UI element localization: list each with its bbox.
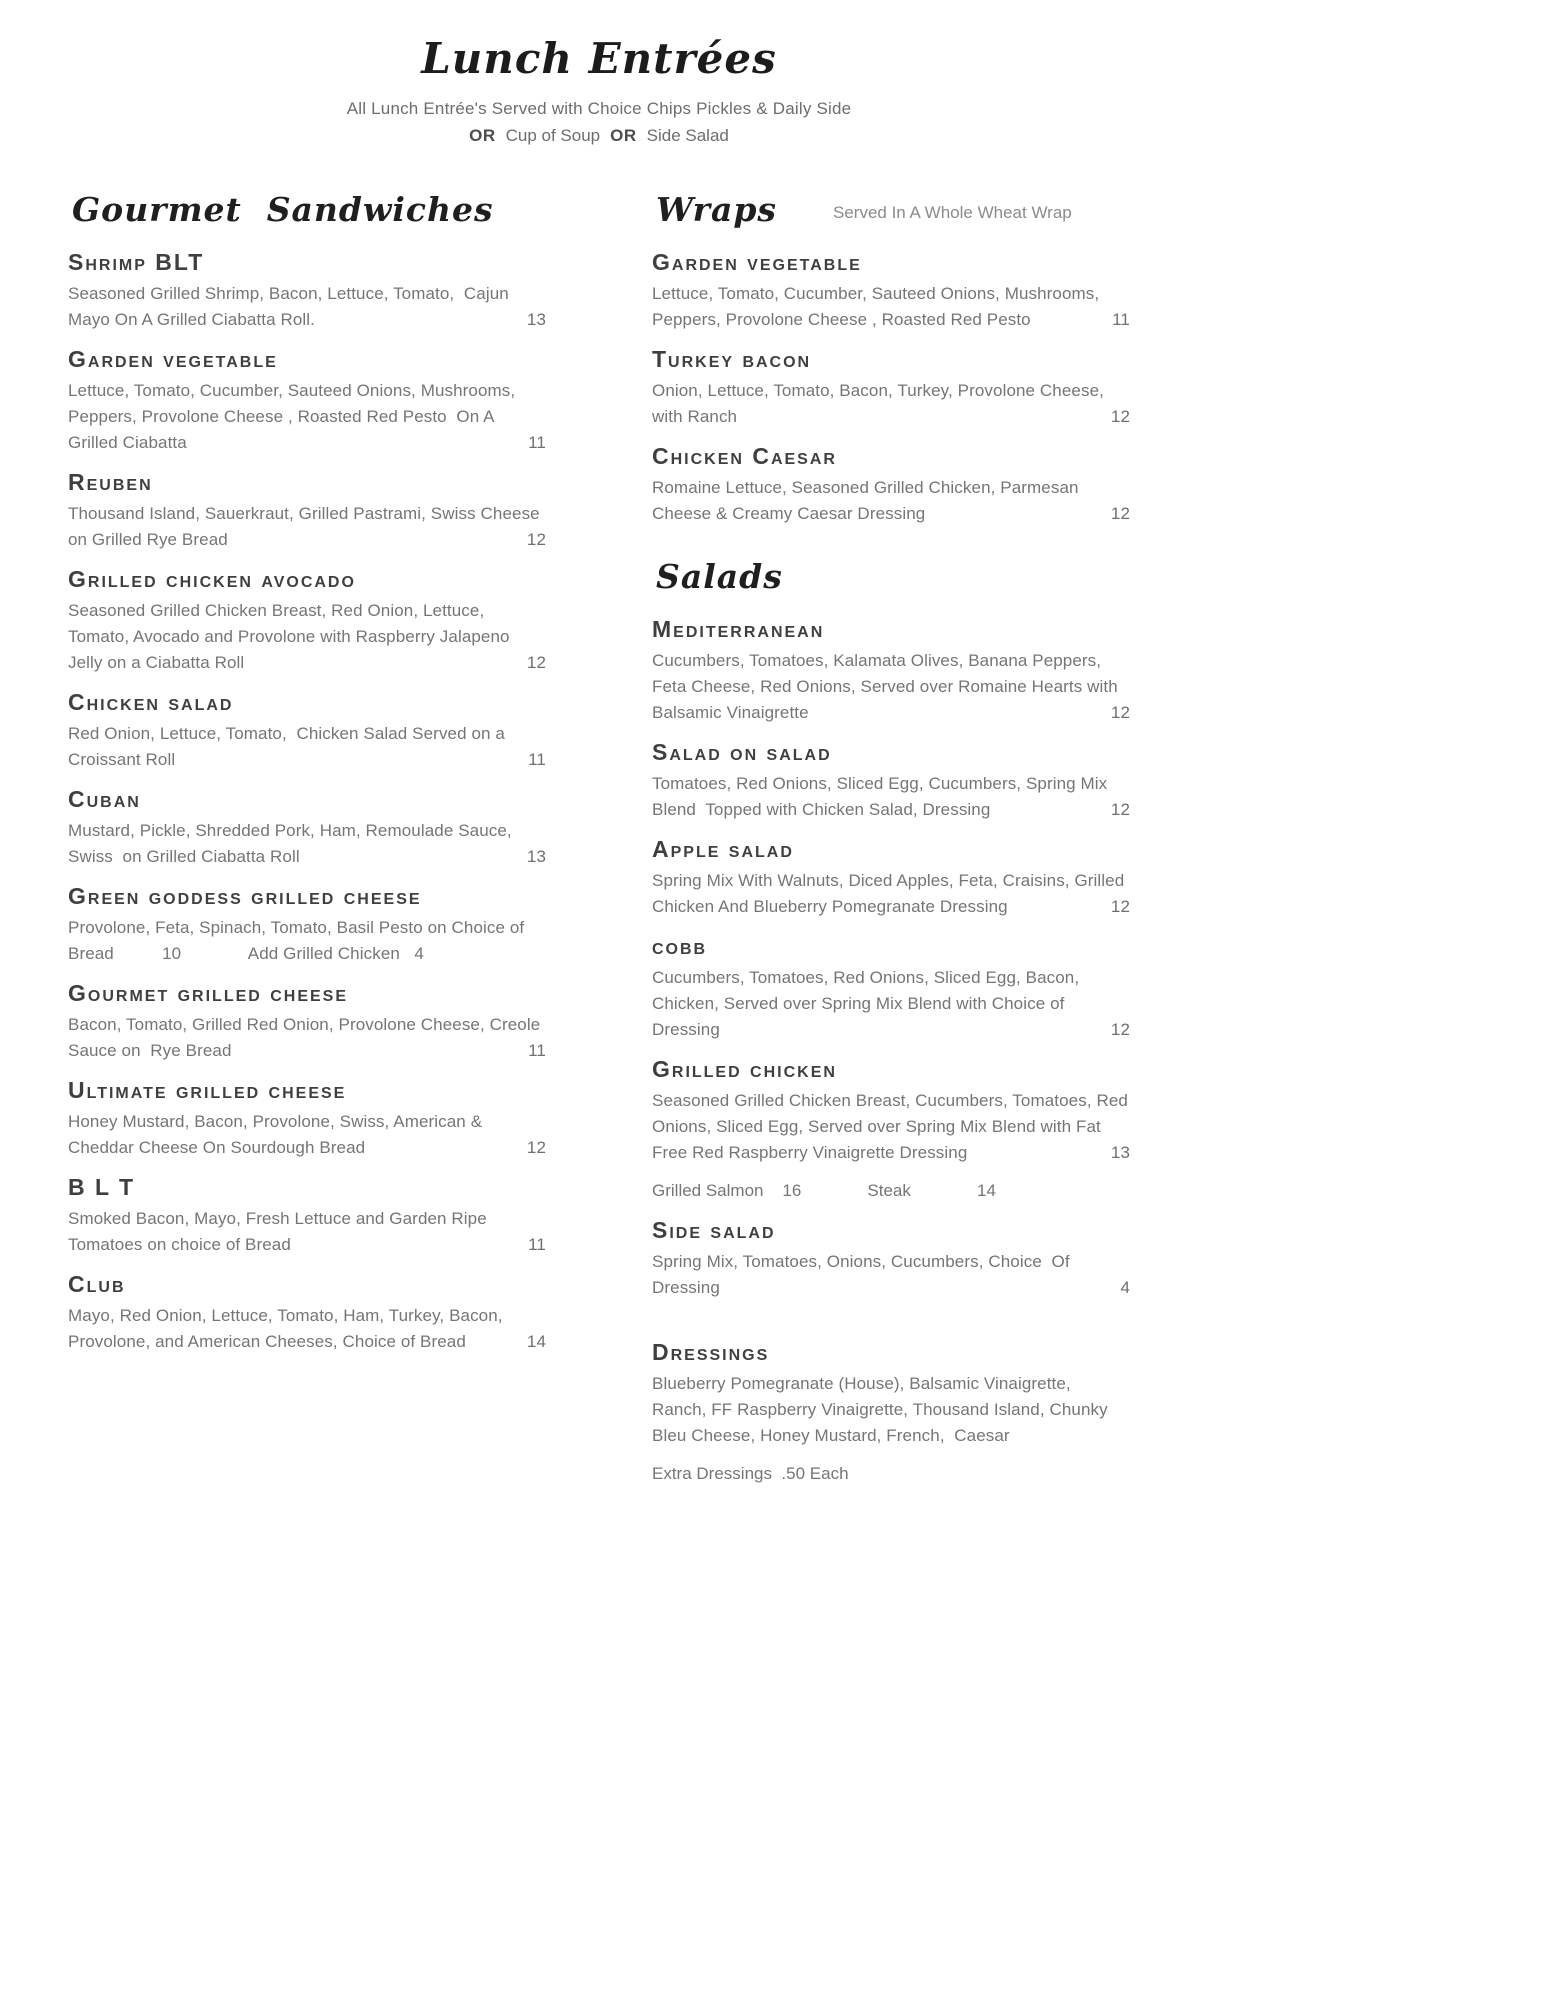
menu-item (68, 1077, 546, 1161)
menu-item-name: Grilled chicken (652, 1056, 837, 1082)
menu-item-name: Green goddess grilled cheese (68, 883, 422, 909)
menu-item-price: 12 (1110, 407, 1130, 426)
menu-item (652, 616, 1130, 726)
menu-item-description: Blueberry Pomegranate (House), Balsamic Vinaigrette, Ranch, FF Raspberry Vinaigrette, Thousand Island, Chunky Bleu Cheese, Honey Mustard, French, Caesar (652, 1374, 1113, 1445)
menu-title: Lunch Entrées (421, 34, 777, 83)
menu-item-description: Smoked Bacon, Mayo, Fresh Lettuce and Garden Ripe Tomatoes on choice of Bread 11 (68, 1206, 546, 1258)
menu-item (68, 980, 546, 1064)
menu-columns (68, 188, 1133, 1500)
menu-item (68, 469, 546, 553)
menu-item-price: 12 (1110, 703, 1130, 722)
menu-item-price: 12 (1110, 1020, 1130, 1039)
menu-item-price: 4 (1120, 1278, 1130, 1297)
or-label: OR (469, 126, 496, 145)
menu-item-description: Romaine Lettuce, Seasoned Grilled Chicken, Parmesan Cheese & Creamy Caesar Dressing 12 (652, 475, 1130, 527)
or-label: OR (610, 126, 637, 145)
menu-item-note: Extra Dressings .50 Each (652, 1464, 849, 1483)
menu-item-description: Mustard, Pickle, Shredded Pork, Ham, Remoulade Sauce, Swiss on Grilled Ciabatta Roll 13 (68, 818, 546, 870)
menu-item-name: Reuben (68, 469, 153, 495)
menu-item (68, 883, 546, 967)
menu-item-price: 12 (1110, 800, 1130, 819)
section-note: Served In A Whole Wheat Wrap (833, 202, 1072, 222)
menu-item-name: Mediterranean (652, 616, 825, 642)
menu-item-description: Cucumbers, Tomatoes, Red Onions, Sliced Egg, Bacon, Chicken, Served over Spring Mix Blend with Choice of Dressing 12 (652, 965, 1130, 1043)
right-column (652, 188, 1133, 1500)
menu-item-description: Spring Mix, Tomatoes, Onions, Cucumbers, Choice Of Dressing 4 (652, 1249, 1130, 1301)
menu-item-name: Apple salad (652, 836, 794, 862)
menu-item-name: Gourmet grilled cheese (68, 980, 349, 1006)
menu-item-price: 11 (528, 750, 546, 769)
menu-item (652, 1339, 1130, 1487)
menu-item (68, 346, 546, 456)
section-heading: Gourmet Sandwiches (72, 190, 494, 229)
menu-item-description: Seasoned Grilled Shrimp, Bacon, Lettuce, Tomato, Cajun Mayo On A Grilled Ciabatta Roll. 13 (68, 281, 546, 333)
menu-item-price: 12 (526, 530, 546, 549)
section-heading: Wraps (656, 190, 777, 229)
menu-item-description: Tomatoes, Red Onions, Sliced Egg, Cucumbers, Spring Mix Blend Topped with Chicken Salad, Dressing 12 (652, 771, 1130, 823)
menu-item (68, 689, 546, 773)
menu-item-price: 13 (526, 847, 546, 866)
menu-item-description: Lettuce, Tomato, Cucumber, Sauteed Onions, Mushrooms, Peppers, Provolone Cheese , Roasted Red Pesto On A Grilled Ciabatta 11 (68, 378, 546, 456)
menu-item-name: Garden vegetable (652, 249, 862, 275)
menu-item (652, 933, 1130, 1043)
menu-item-name: Chicken salad (68, 689, 234, 715)
menu-item-price: 11 (528, 1235, 546, 1254)
menu-header (68, 34, 1130, 146)
menu-item-price: 11 (528, 433, 546, 452)
menu-item-name: B L T (68, 1174, 136, 1200)
menu-item-price: 13 (526, 310, 546, 329)
menu-item-name: cobb (652, 933, 708, 959)
menu-item-price: 13 (1110, 1143, 1130, 1162)
menu-item-price: 12 (526, 1138, 546, 1157)
option-label: Side Salad (646, 126, 729, 145)
menu-item (68, 566, 546, 676)
menu-item-note: Grilled Salmon 16 Steak 14 (652, 1181, 996, 1200)
menu-item-description: Spring Mix With Walnuts, Diced Apples, Feta, Craisins, Grilled Chicken And Blueberry Pomegranate Dressing 12 (652, 868, 1130, 920)
menu-item (652, 249, 1130, 333)
menu-item (652, 1217, 1130, 1301)
menu-item-price: 11 (528, 1041, 546, 1060)
section-heading: Salads (656, 557, 783, 596)
menu-item-name: Dressings (652, 1339, 770, 1365)
menu-item-name: Grilled chicken avocado (68, 566, 356, 592)
option-label: Cup of Soup (505, 126, 601, 145)
menu-item-price: 12 (526, 653, 546, 672)
menu-item (68, 249, 546, 333)
menu-item-name: Chicken Caesar (652, 443, 837, 469)
menu-subtitle-options (68, 126, 1130, 146)
menu-item-description: Red Onion, Lettuce, Tomato, Chicken Salad Served on a Croissant Roll 11 (68, 721, 546, 773)
menu-item-name: Ultimate grilled cheese (68, 1077, 347, 1103)
menu-item-name: Salad on salad (652, 739, 832, 765)
menu-item (652, 1056, 1133, 1204)
menu-item-description: Lettuce, Tomato, Cucumber, Sauteed Onions, Mushrooms, Peppers, Provolone Cheese , Roasted Red Pesto 11 (652, 281, 1130, 333)
section-heading-row (656, 190, 1130, 229)
menu-item-name: Side salad (652, 1217, 776, 1243)
menu-item (652, 836, 1130, 920)
menu-item-description: Seasoned Grilled Chicken Breast, Red Onion, Lettuce, Tomato, Avocado and Provolone with Raspberry Jalapeno Jelly on a Ciabatta Roll 12 (68, 598, 546, 676)
menu-item-name: Shrimp BLT (68, 249, 205, 275)
menu-item-name: Club (68, 1271, 126, 1297)
menu-item-price: 12 (1110, 897, 1130, 916)
menu-item-description: Bacon, Tomato, Grilled Red Onion, Provolone Cheese, Creole Sauce on Rye Bread 11 (68, 1012, 546, 1064)
menu-item (652, 346, 1130, 430)
menu-item-description: Honey Mustard, Bacon, Provolone, Swiss, American & Cheddar Cheese On Sourdough Bread 12 (68, 1109, 546, 1161)
menu-item-name: Turkey bacon (652, 346, 812, 372)
menu-item-price: 12 (1110, 504, 1130, 523)
menu-item-description: Provolone, Feta, Spinach, Tomato, Basil Pesto on Choice of Bread 10 Add Grilled Chicken 4 (68, 918, 530, 963)
section-heading-row (656, 557, 1130, 596)
menu-subtitle: All Lunch Entrée's Served with Choice Chips Pickles & Daily Side (346, 99, 852, 118)
menu-content (68, 34, 1133, 1500)
menu-item-name: Garden vegetable (68, 346, 278, 372)
menu-item (68, 1174, 546, 1258)
menu-item-price: 14 (526, 1332, 546, 1351)
menu-item (68, 786, 546, 870)
section-heading-row (72, 190, 546, 229)
menu-item (652, 443, 1130, 527)
menu-item-description: Mayo, Red Onion, Lettuce, Tomato, Ham, Turkey, Bacon, Provolone, and American Cheeses, Choice of Bread 14 (68, 1303, 546, 1355)
menu-item-price: 11 (1112, 310, 1130, 329)
menu-item-description: Seasoned Grilled Chicken Breast, Cucumbers, Tomatoes, Red Onions, Sliced Egg, Served over Spring Mix Blend with Fat Free Red Raspberry Vinaigrette Dressing 13 (652, 1088, 1130, 1166)
menu-item (68, 1271, 546, 1355)
menu-item-description: Thousand Island, Sauerkraut, Grilled Pastrami, Swiss Cheese on Grilled Rye Bread 12 (68, 501, 546, 553)
menu-item-description: Cucumbers, Tomatoes, Kalamata Olives, Banana Peppers, Feta Cheese, Red Onions, Served over Romaine Hearts with Balsamic Vinaigrette 12 (652, 648, 1130, 726)
menu-item-name: Cuban (68, 786, 141, 812)
menu-item-description: Onion, Lettuce, Tomato, Bacon, Turkey, Provolone Cheese, with Ranch 12 (652, 378, 1130, 430)
menu-item (652, 739, 1130, 823)
left-column (68, 188, 546, 1500)
